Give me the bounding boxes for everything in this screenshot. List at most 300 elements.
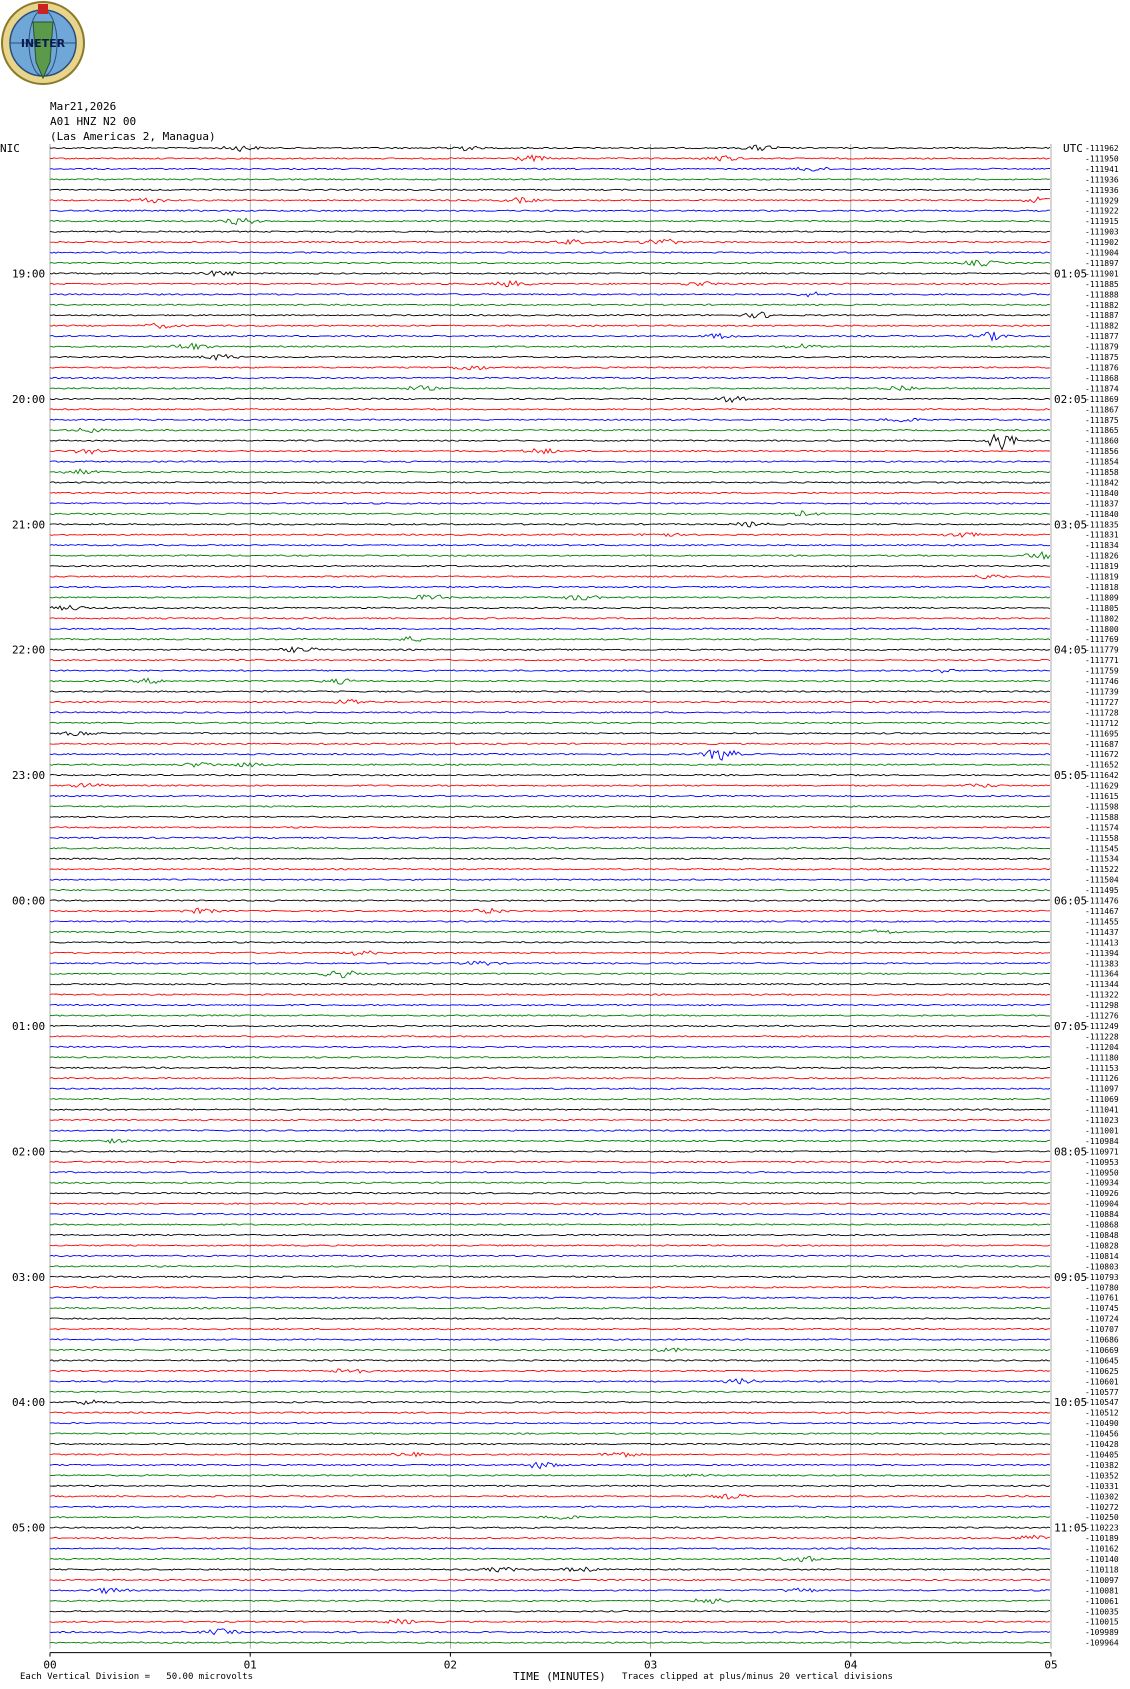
- trace-offset-label: -110761: [1085, 1293, 1119, 1303]
- trace-offset-label: -110331: [1085, 1481, 1119, 1491]
- trace-line: [50, 155, 1050, 161]
- trace-line: [50, 482, 1050, 483]
- x-axis-title: TIME (MINUTES): [513, 1670, 606, 1683]
- trace-offset-label: -111712: [1085, 718, 1119, 728]
- trace-offset-label: -110984: [1085, 1136, 1119, 1146]
- trace-line: [50, 678, 1050, 684]
- trace-line: [50, 210, 1050, 211]
- trace-offset-label: -110272: [1085, 1502, 1119, 1512]
- trace-offset-label: -110934: [1085, 1178, 1119, 1188]
- trace-line: [50, 1588, 1050, 1593]
- trace-line: [50, 1109, 1050, 1110]
- trace-line: [50, 292, 1050, 297]
- x-tick-label: 02: [443, 1658, 458, 1672]
- trace-line: [50, 1287, 1050, 1288]
- trace-line: [50, 281, 1050, 287]
- trace-offset-label: -111495: [1085, 886, 1119, 896]
- trace-line: [50, 239, 1050, 244]
- trace-line: [50, 984, 1050, 985]
- trace-offset-label: -110780: [1085, 1283, 1119, 1293]
- trace-line: [50, 1151, 1050, 1152]
- trace-line: [50, 343, 1050, 349]
- trace-offset-label: -111126: [1085, 1074, 1119, 1084]
- trace-line: [50, 377, 1050, 378]
- trace-offset-label: -111936: [1085, 185, 1119, 195]
- trace-line: [50, 628, 1050, 629]
- trace-offset-label: -111504: [1085, 875, 1119, 885]
- trace-line: [50, 503, 1050, 504]
- trace-line: [50, 1556, 1050, 1561]
- trace-offset-label: -111882: [1085, 300, 1119, 310]
- trace-line: [50, 565, 1050, 566]
- trace-line: [50, 552, 1050, 559]
- trace-line: [50, 732, 1050, 736]
- trace-line: [50, 700, 1050, 704]
- trace-line: [50, 1422, 1050, 1423]
- trace-line: [50, 858, 1050, 859]
- trace-line: [50, 660, 1050, 661]
- trace-line: [50, 197, 1050, 203]
- trace-offset-label: -111858: [1085, 468, 1119, 478]
- trace-offset-label: -111865: [1085, 426, 1119, 436]
- trace-offset-label: -111885: [1085, 279, 1119, 289]
- left-hour-label: 22:00: [12, 643, 46, 657]
- trace-offset-label: -111746: [1085, 677, 1119, 687]
- left-hour-label: 01:00: [12, 1019, 46, 1033]
- trace-offset-label: -111868: [1085, 373, 1119, 383]
- trace-line: [50, 774, 1050, 775]
- trace-offset-label: -111574: [1085, 823, 1119, 833]
- trace-line: [50, 784, 1050, 788]
- trace-offset-label: -110352: [1085, 1471, 1119, 1481]
- trace-offset-label: -111950: [1085, 154, 1119, 164]
- trace-line: [50, 1474, 1050, 1477]
- trace-offset-label: -111629: [1085, 781, 1119, 791]
- trace-offset-label: -110814: [1085, 1251, 1119, 1261]
- trace-offset-label: -111874: [1085, 384, 1119, 394]
- trace-line: [50, 1025, 1050, 1026]
- trace-offset-label: -111727: [1085, 697, 1119, 707]
- trace-offset-label: -111831: [1085, 530, 1119, 540]
- trace-offset-label: -110950: [1085, 1168, 1119, 1178]
- trace-offset-label: -111739: [1085, 687, 1119, 697]
- trace-offset-label: -110724: [1085, 1314, 1119, 1324]
- trace-line: [50, 1213, 1050, 1214]
- trace-offset-label: -111545: [1085, 844, 1119, 854]
- trace-line: [50, 951, 1050, 955]
- right-hour-label: 06:05: [1054, 894, 1088, 908]
- trace-offset-label: -110512: [1085, 1408, 1119, 1418]
- trace-line: [50, 231, 1050, 232]
- trace-offset-label: -110015: [1085, 1617, 1119, 1627]
- trace-offset-label: -111877: [1085, 332, 1119, 342]
- right-hour-label: 10:05: [1054, 1396, 1088, 1410]
- trace-line: [50, 1004, 1050, 1005]
- trace-offset-label: -111322: [1085, 990, 1119, 1000]
- trace-line: [50, 1369, 1050, 1373]
- trace-offset-label: -110035: [1085, 1607, 1119, 1617]
- trace-offset-label: -111802: [1085, 614, 1119, 624]
- trace-offset-label: -110081: [1085, 1586, 1119, 1596]
- trace-line: [50, 545, 1050, 546]
- trace-line: [50, 332, 1050, 340]
- right-hour-label: 07:05: [1054, 1019, 1088, 1033]
- trace-offset-label: -111771: [1085, 656, 1119, 666]
- station-location: (Las Americas 2, Managua): [50, 130, 216, 143]
- trace-line: [50, 218, 1050, 225]
- trace-line: [50, 971, 1050, 978]
- trace-line: [50, 409, 1050, 410]
- trace-offset-label: -110405: [1085, 1450, 1119, 1460]
- trace-offset-label: -111204: [1085, 1042, 1119, 1052]
- trace-offset-label: -111558: [1085, 833, 1119, 843]
- trace-offset-label: -110848: [1085, 1231, 1119, 1241]
- trace-offset-label: -111835: [1085, 520, 1119, 530]
- trace-offset-label: -110140: [1085, 1555, 1119, 1565]
- trace-line: [50, 1245, 1050, 1246]
- trace-offset-label: -111394: [1085, 948, 1119, 958]
- x-tick-label: 01: [243, 1658, 257, 1672]
- trace-offset-label: -110061: [1085, 1596, 1119, 1606]
- trace-offset-label: -110793: [1085, 1272, 1119, 1282]
- trace-offset-label: -111882: [1085, 321, 1119, 331]
- trace-line: [50, 1412, 1050, 1413]
- trace-offset-label: -111588: [1085, 812, 1119, 822]
- trace-line: [50, 419, 1050, 422]
- trace-line: [50, 1098, 1050, 1099]
- trace-line: [50, 1119, 1050, 1120]
- scale-note: Each Vertical Division = 50.00 microvolts: [20, 1672, 253, 1682]
- trace-line: [50, 1400, 1050, 1405]
- trace-offset-label: -111522: [1085, 865, 1119, 875]
- trace-offset-label: -110953: [1085, 1157, 1119, 1167]
- trace-line: [50, 1067, 1050, 1068]
- trace-offset-label: -111153: [1085, 1063, 1119, 1073]
- trace-offset-label: -111534: [1085, 854, 1119, 864]
- trace-line: [50, 1485, 1050, 1486]
- trace-offset-label: -111904: [1085, 248, 1119, 258]
- trace-line: [50, 647, 1050, 652]
- trace-line: [50, 1642, 1050, 1643]
- trace-line: [50, 252, 1050, 253]
- trace-offset-label: -110625: [1085, 1366, 1119, 1376]
- trace-offset-label: -111860: [1085, 436, 1119, 446]
- trace-line: [50, 1619, 1050, 1624]
- trace-offset-label: -111041: [1085, 1105, 1119, 1115]
- trace-line: [50, 1276, 1050, 1277]
- right-hour-label: 05:05: [1054, 769, 1088, 783]
- x-tick-label: 04: [844, 1658, 858, 1672]
- trace-line: [50, 167, 1050, 171]
- trace-offset-label: -109964: [1085, 1638, 1119, 1648]
- trace-offset-label: -111769: [1085, 635, 1119, 645]
- trace-line: [50, 1015, 1050, 1016]
- trace-offset-label: -111180: [1085, 1053, 1119, 1063]
- right-timezone-label: UTC: [1063, 142, 1083, 155]
- trace-offset-label: -110428: [1085, 1440, 1119, 1450]
- trace-line: [50, 1348, 1050, 1352]
- trace-offset-label: -111344: [1085, 980, 1119, 990]
- trace-line: [50, 1506, 1050, 1507]
- trace-offset-label: -110803: [1085, 1262, 1119, 1272]
- trace-line: [50, 511, 1050, 516]
- trace-line: [50, 575, 1050, 579]
- trace-line: [50, 869, 1050, 870]
- trace-line: [50, 1629, 1050, 1635]
- trace-offset-label: -111902: [1085, 238, 1119, 248]
- trace-offset-label: -110097: [1085, 1575, 1119, 1585]
- trace-offset-label: -111842: [1085, 478, 1119, 488]
- trace-line: [50, 1266, 1050, 1267]
- trace-offset-label: -111642: [1085, 771, 1119, 781]
- trace-line: [50, 304, 1050, 305]
- trace-line: [50, 806, 1050, 807]
- trace-line: [50, 879, 1050, 880]
- trace-offset-label: -111840: [1085, 488, 1119, 498]
- left-hour-label: 19:00: [12, 267, 46, 281]
- trace-offset-label: -111413: [1085, 938, 1119, 948]
- right-hour-label: 01:05: [1054, 267, 1088, 281]
- trace-offset-label: -111840: [1085, 509, 1119, 519]
- trace-line: [50, 712, 1050, 713]
- trace-line: [50, 1516, 1050, 1519]
- trace-offset-label: -111876: [1085, 363, 1119, 373]
- trace-line: [50, 722, 1050, 723]
- trace-line: [50, 1548, 1050, 1549]
- trace-line: [50, 908, 1050, 913]
- trace-line: [50, 145, 1050, 151]
- trace-line: [50, 1088, 1050, 1089]
- trace-offset-label: -110382: [1085, 1460, 1119, 1470]
- trace-line: [50, 930, 1050, 934]
- x-tick-label: 03: [643, 1658, 658, 1672]
- trace-line: [50, 743, 1050, 744]
- trace-offset-label: -111687: [1085, 739, 1119, 749]
- trace-line: [50, 1452, 1050, 1457]
- trace-line: [50, 397, 1050, 403]
- trace-line: [50, 942, 1050, 943]
- trace-line: [50, 1172, 1050, 1173]
- trace-line: [50, 763, 1050, 768]
- trace-line: [50, 449, 1050, 454]
- trace-line: [50, 1339, 1050, 1340]
- trace-offset-label: -110884: [1085, 1210, 1119, 1220]
- trace-offset-label: -111615: [1085, 792, 1119, 802]
- trace-offset-label: -111298: [1085, 1001, 1119, 1011]
- trace-offset-label: -111837: [1085, 499, 1119, 509]
- trace-offset-label: -110669: [1085, 1345, 1119, 1355]
- left-hour-label: 04:00: [12, 1396, 46, 1410]
- trace-line: [50, 461, 1050, 462]
- trace-line: [50, 961, 1050, 965]
- trace-offset-label: -111819: [1085, 572, 1119, 582]
- trace-offset-label: -110707: [1085, 1325, 1119, 1335]
- left-hour-label: 20:00: [12, 392, 46, 406]
- trace-line: [50, 816, 1050, 817]
- trace-offset-label: -110490: [1085, 1419, 1119, 1429]
- trace-line: [50, 1494, 1050, 1499]
- trace-line: [50, 1057, 1050, 1058]
- trace-line: [50, 1224, 1050, 1225]
- trace-offset-label: -111936: [1085, 175, 1119, 185]
- trace-offset-label: -110904: [1085, 1199, 1119, 1209]
- trace-offset-label: -111695: [1085, 729, 1119, 739]
- trace-line: [50, 750, 1050, 760]
- trace-line: [50, 1130, 1050, 1131]
- trace-offset-label: -110223: [1085, 1523, 1119, 1533]
- trace-line: [50, 1379, 1050, 1384]
- trace-line: [50, 1328, 1050, 1329]
- trace-offset-label: -111672: [1085, 750, 1119, 760]
- trace-offset-label: -111897: [1085, 258, 1119, 268]
- trace-line: [50, 1036, 1050, 1037]
- trace-line: [50, 271, 1050, 276]
- trace-offset-label: -111929: [1085, 196, 1119, 206]
- trace-offset-label: -111875: [1085, 353, 1119, 363]
- trace-line: [50, 669, 1050, 673]
- trace-line: [50, 179, 1050, 180]
- trace-offset-label: -110250: [1085, 1513, 1119, 1523]
- trace-offset-label: -111383: [1085, 959, 1119, 969]
- trace-offset-label: -111759: [1085, 666, 1119, 676]
- trace-line: [50, 428, 1050, 432]
- trace-line: [50, 1234, 1050, 1235]
- trace-offset-label: -111903: [1085, 227, 1119, 237]
- trace-offset-label: -111069: [1085, 1095, 1119, 1105]
- trace-line: [50, 1443, 1050, 1444]
- trace-line: [50, 312, 1050, 318]
- trace-offset-label: -111915: [1085, 217, 1119, 227]
- trace-offset-label: -110118: [1085, 1565, 1119, 1575]
- trace-offset-label: -111834: [1085, 541, 1119, 551]
- trace-offset-label: -110456: [1085, 1429, 1119, 1439]
- trace-offset-label: -111818: [1085, 582, 1119, 592]
- trace-offset-label: -111887: [1085, 311, 1119, 321]
- trace-offset-label: -110828: [1085, 1241, 1119, 1251]
- trace-line: [50, 533, 1050, 537]
- trace-offset-label: -111467: [1085, 906, 1119, 916]
- right-hour-label: 04:05: [1054, 643, 1088, 657]
- trace-line: [50, 386, 1050, 391]
- trace-offset-label: -111879: [1085, 342, 1119, 352]
- trace-line: [50, 1318, 1050, 1319]
- left-hour-label: 21:00: [12, 518, 46, 532]
- trace-line: [50, 469, 1050, 474]
- trace-line: [50, 618, 1050, 619]
- trace-offset-label: -110645: [1085, 1356, 1119, 1366]
- trace-line: [50, 827, 1050, 828]
- trace-line: [50, 1297, 1050, 1298]
- trace-offset-label: -109989: [1085, 1628, 1119, 1638]
- trace-line: [50, 605, 1050, 610]
- trace-line: [50, 435, 1050, 450]
- left-hour-label: 00:00: [12, 894, 46, 908]
- trace-line: [50, 1046, 1050, 1047]
- trace-line: [50, 1078, 1050, 1079]
- trace-line: [50, 1161, 1050, 1162]
- trace-offset-label: -111867: [1085, 405, 1119, 415]
- trace-line: [50, 1139, 1050, 1143]
- trace-offset-label: -111652: [1085, 760, 1119, 770]
- trace-offset-label: -111800: [1085, 624, 1119, 634]
- trace-offset-label: -110577: [1085, 1387, 1119, 1397]
- left-timezone-label: NIC: [0, 142, 20, 155]
- trace-line: [50, 1203, 1050, 1204]
- trace-line: [50, 323, 1050, 328]
- trace-offset-label: -111228: [1085, 1032, 1119, 1042]
- trace-line: [50, 1611, 1050, 1612]
- trace-offset-label: -111922: [1085, 206, 1119, 216]
- left-hour-label: 05:00: [12, 1521, 46, 1535]
- trace-line: [50, 189, 1050, 190]
- trace-line: [50, 691, 1050, 692]
- trace-line: [50, 921, 1050, 922]
- x-tick-label: 00: [43, 1658, 57, 1672]
- trace-offset-label: -111249: [1085, 1021, 1119, 1031]
- trace-line: [50, 1599, 1050, 1604]
- trace-offset-label: -111826: [1085, 551, 1119, 561]
- right-hour-label: 09:05: [1054, 1270, 1088, 1284]
- trace-offset-label: -111941: [1085, 164, 1119, 174]
- trace-offset-label: -111276: [1085, 1011, 1119, 1021]
- trace-offset-label: -111819: [1085, 562, 1119, 572]
- trace-line: [50, 1193, 1050, 1194]
- trace-offset-label: -110162: [1085, 1544, 1119, 1554]
- trace-offset-label: -111809: [1085, 593, 1119, 603]
- trace-line: [50, 586, 1050, 587]
- trace-offset-label: -111869: [1085, 394, 1119, 404]
- trace-line: [50, 260, 1050, 266]
- trace-offset-label: -111901: [1085, 269, 1119, 279]
- trace-line: [50, 522, 1050, 527]
- trace-offset-label: -111888: [1085, 290, 1119, 300]
- trace-offset-label: -111805: [1085, 603, 1119, 613]
- trace-line: [50, 1527, 1050, 1528]
- trace-line: [50, 994, 1050, 995]
- x-tick-label: 05: [1044, 1658, 1058, 1672]
- trace-offset-label: -110971: [1085, 1147, 1119, 1157]
- trace-offset-label: -111856: [1085, 447, 1119, 457]
- trace-offset-label: -110547: [1085, 1398, 1119, 1408]
- right-hour-label: 08:05: [1054, 1145, 1088, 1159]
- trace-line: [50, 1182, 1050, 1183]
- trace-line: [50, 1567, 1050, 1572]
- trace-line: [50, 1308, 1050, 1309]
- trace-offset-label: -110601: [1085, 1377, 1119, 1387]
- right-hour-label: 02:05: [1054, 392, 1088, 406]
- left-hour-label: 02:00: [12, 1145, 46, 1159]
- trace-line: [50, 1391, 1050, 1392]
- trace-offset-label: -111364: [1085, 969, 1119, 979]
- trace-offset-label: -111097: [1085, 1084, 1119, 1094]
- clip-note: Traces clipped at plus/minus 20 vertical divisions: [622, 1672, 893, 1682]
- trace-offset-label: -110745: [1085, 1304, 1119, 1314]
- trace-offset-label: -111437: [1085, 927, 1119, 937]
- trace-line: [50, 636, 1050, 641]
- trace-line: [50, 1579, 1050, 1580]
- trace-offset-label: -111854: [1085, 457, 1119, 467]
- trace-line: [50, 355, 1050, 360]
- trace-offset-label: -110189: [1085, 1534, 1119, 1544]
- station-code: A01 HNZ N2 00: [50, 115, 137, 128]
- right-hour-label: 03:05: [1054, 518, 1088, 532]
- trace-offset-label: -111598: [1085, 802, 1119, 812]
- trace-line: [50, 837, 1050, 838]
- trace-line: [50, 1360, 1050, 1361]
- trace-line: [50, 848, 1050, 849]
- trace-line: [50, 595, 1050, 600]
- trace-offset-label: -111476: [1085, 896, 1119, 906]
